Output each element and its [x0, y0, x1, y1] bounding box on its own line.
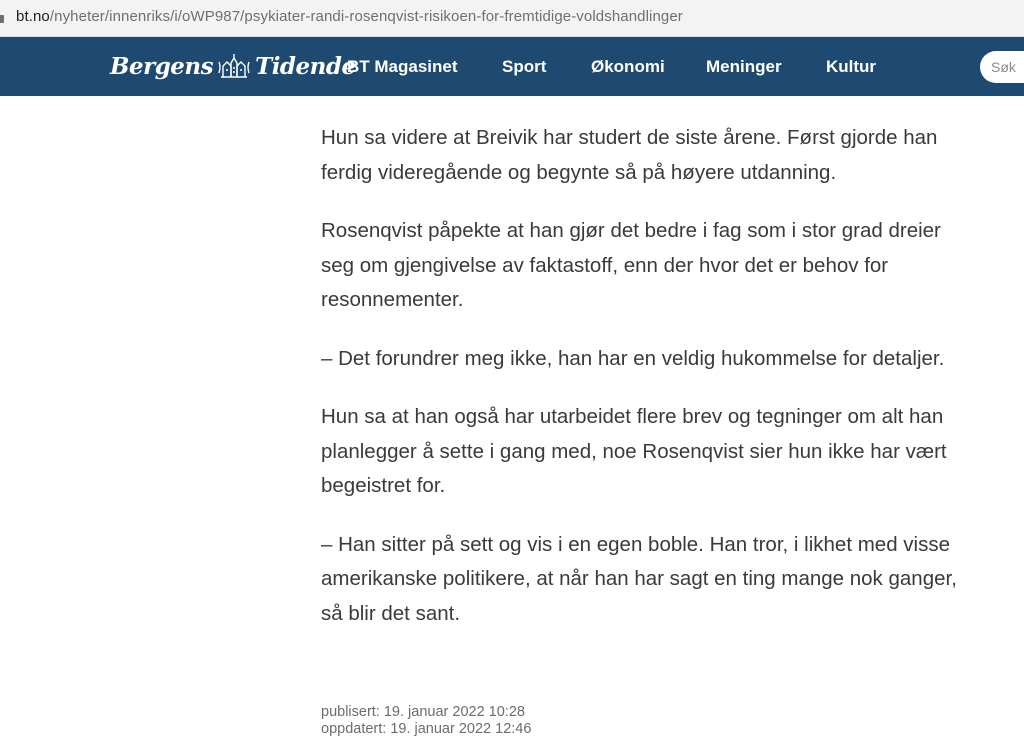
article-paragraph: Hun sa videre at Breivik har studert de siste årene. Først gjorde han ferdig videregående og begynte så på høyere utdanning.: [321, 126, 938, 184]
article-body: [321, 121, 961, 655]
bergens-tidende-logo[interactable]: [110, 50, 356, 82]
article-paragraph: – Det forundrer meg ikke, han har en veldig hukommelse for detaljer.: [321, 346, 945, 370]
address-bar[interactable]: [0, 0, 1024, 37]
published-date: publisert: 19. januar 2022 10:28: [321, 704, 525, 720]
url-text[interactable]: [16, 8, 683, 25]
site-header: [0, 37, 1024, 96]
search-input[interactable]: [980, 51, 1024, 83]
logo-word-right: Tidende: [255, 52, 356, 80]
crest-icon: [217, 53, 251, 79]
article-paragraph: – Han sitter på sett og vis i en egen boble. Han tror, i likhet med visse amerikanske politikere, at når han har sagt en ting mange nok ganger, så blir det sant.: [321, 532, 957, 625]
lock-icon: [0, 10, 4, 24]
nav-meninger[interactable]: Meninger: [706, 57, 782, 76]
article-timestamps: [321, 704, 531, 738]
updated-date: oppdatert: 19. januar 2022 12:46: [321, 721, 532, 737]
url-path: /nyheter/innenriks/i/oWP987/psykiater-randi-rosenqvist-risikoen-for-fremtidige-voldshandlinger: [49, 8, 683, 25]
nav-kultur[interactable]: Kultur: [826, 57, 877, 76]
nav-okonomi[interactable]: Økonomi: [591, 57, 665, 76]
nav-sport[interactable]: Sport: [502, 57, 547, 76]
url-domain: bt.no: [16, 8, 50, 25]
article-paragraph: Rosenqvist påpekte at han gjør det bedre i fag som i stor grad dreier seg om gjengivelse av faktastoff, enn der hvor det er behov for resonnementer.: [321, 219, 941, 311]
logo-word-left: Bergens: [110, 52, 214, 80]
article-paragraph: Hun sa at han også har utarbeidet flere brev og tegninger om alt han planlegger å sette i gang med, noe Rosenqvist sier hun ikke har vært begeistret for.: [321, 405, 947, 497]
nav-bt-magasinet[interactable]: BT Magasinet: [347, 57, 458, 76]
